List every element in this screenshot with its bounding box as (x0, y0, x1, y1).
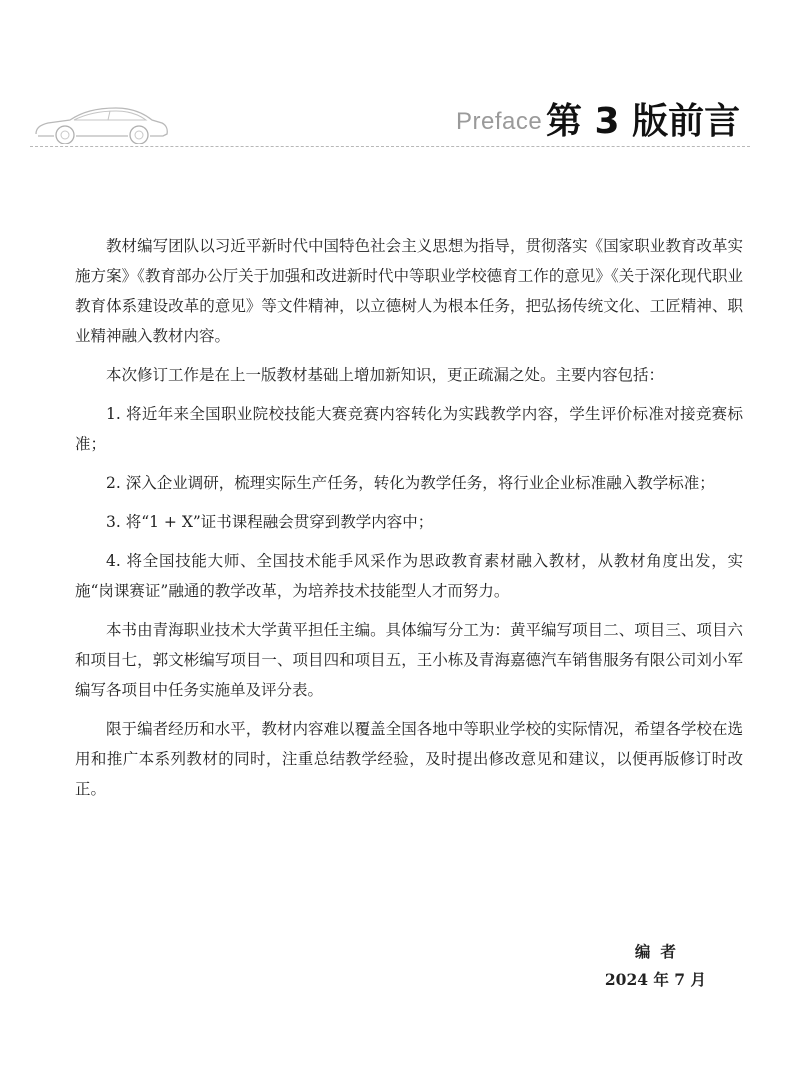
paragraph: 本书由青海职业技术大学黄平担任主编。具体编写分工为：黄平编写项目二、项目三、项目六和项目七，郭文彬编写项目一、项目四和项目五，王小栋及青海嘉德汽车销售服务有限公司刘小军编写各项目中任务实施单及评分表。 (75, 621, 743, 699)
author-signature: 编者 (634, 942, 686, 961)
header-divider (30, 146, 750, 147)
paragraph: 教材编写团队以习近平新时代中国特色社会主义思想为指导，贯彻落实《国家职业教育改革实施方案》《教育部办公厅关于加强和改进新时代中等职业学校德育工作的意见》《关于深化现代职业教育体系建设改革的意见》等文件精神，以立德树人为根本任务，把弘扬传统文化、工匠精神、职业精神融入教材内容。 (75, 237, 743, 345)
list-item: 1. 将近年来全国职业院校技能大赛竞赛内容转化为实践教学内容，学生评价标准对接竞赛标准； (75, 405, 743, 453)
car-icon (30, 100, 170, 144)
page-header (0, 0, 790, 160)
list-item: 4. 将全国技能大师、全国技术能手风采作为思政教育素材融入教材，从教材角度出发，实施“岗课赛证”融通的教学改革，为培养技术技能型人才而努力。 (75, 552, 743, 600)
signature-block (605, 938, 706, 994)
list-item: 3. 将“1 + X”证书课程融会贯穿到教学内容中； (106, 513, 434, 531)
preface-label: Preface (456, 108, 543, 135)
list-item: 2. 深入企业调研，梳理实际生产任务，转化为教学任务，将行业企业标准融入教学标准； (106, 474, 715, 492)
paragraph: 限于编者经历和水平，教材内容难以覆盖全国各地中等职业学校的实际情况，希望各学校在选用和推广本系列教材的同时，注重总结教学经验，及时提出修改意见和建议，以便再版修订时改正。 (75, 720, 743, 798)
preface-body (75, 231, 743, 813)
paragraph: 本次修订工作是在上一版教材基础上增加新知识，更正疏漏之处。主要内容包括： (106, 366, 665, 384)
page-title: 第 3 版前言 (546, 101, 741, 142)
signature-date: 2024 年 7 月 (604, 970, 706, 989)
